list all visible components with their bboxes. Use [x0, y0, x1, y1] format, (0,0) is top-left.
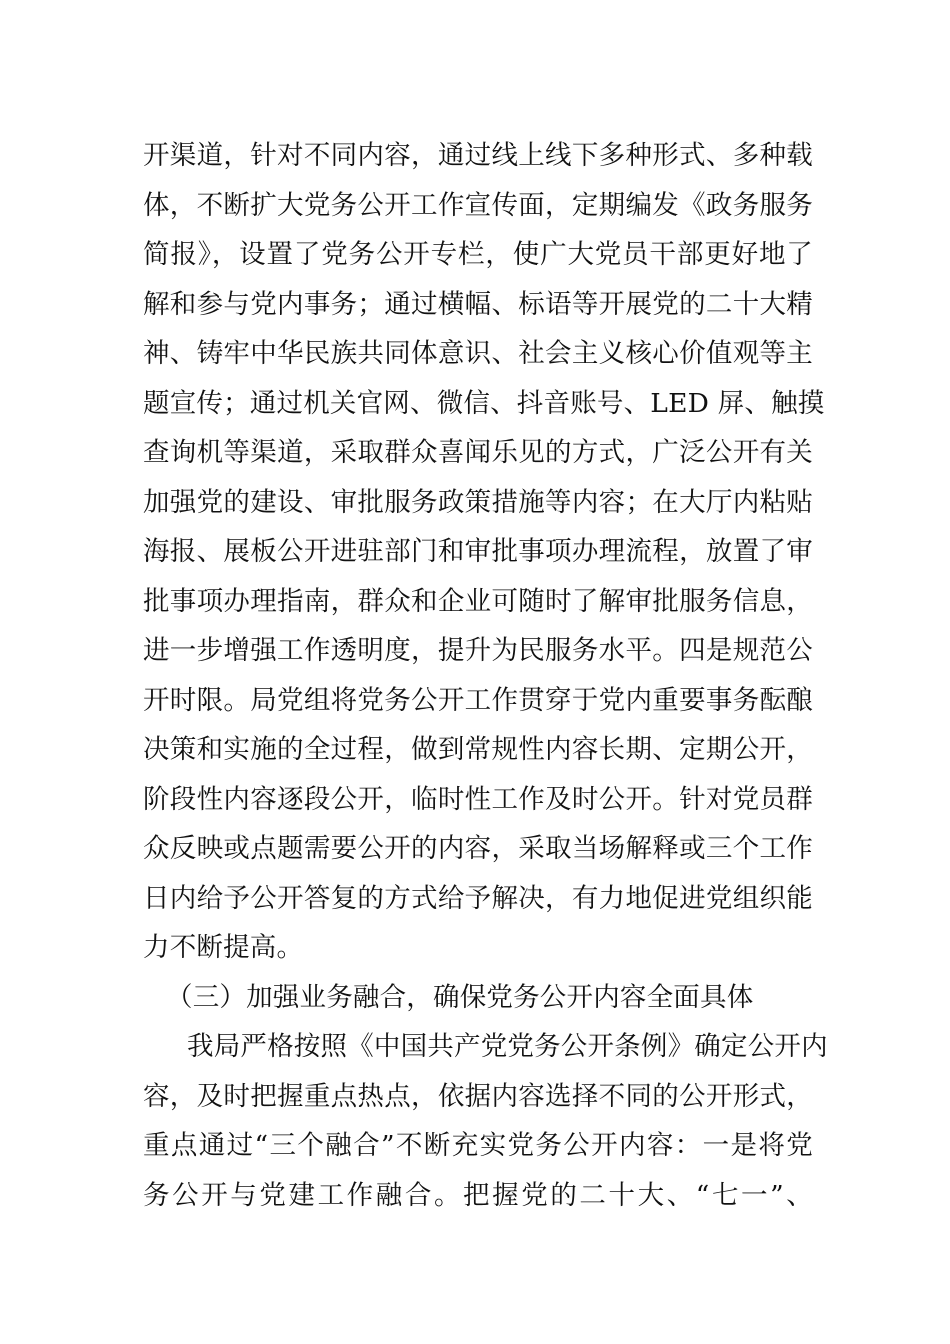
paragraph-line: 开时限。局党组将党务公开工作贯穿于党内重要事务酝酿 [143, 684, 813, 716]
paragraph-line: 开渠道，针对不同内容，通过线上线下多种形式、多种载 [143, 140, 813, 171]
paragraph-line: 题宣传；通过机关官网、微信、抖音账号、LED 屏、触摸 [143, 387, 825, 419]
paragraph-line: 决策和实施的全过程，做到常规性内容长期、定期公开， [143, 734, 813, 765]
paragraph-line: 众反映或点题需要公开的内容，采取当场解释或三个工作 [143, 833, 813, 864]
paragraph-line: 重点通过“三个融合”不断充实党务公开内容：一是将党 [143, 1130, 813, 1161]
paragraph-line: 神、铸牢中华民族共同体意识、社会主义核心价值观等主 [143, 338, 813, 369]
paragraph-line: 海报、展板公开进驻部门和审批事项办理流程，放置了审 [143, 536, 813, 567]
paragraph-line: 进一步增强工作透明度，提升为民服务水平。四是规范公 [143, 635, 813, 666]
section-heading: （三）加强业务融合，确保党务公开内容全面具体 [166, 981, 754, 1013]
paragraph-line: 阶段性内容逐段公开，临时性工作及时公开。针对党员群 [143, 783, 813, 815]
paragraph-line: 体，不断扩大党务公开工作宣传面，定期编发《政务服务 [143, 189, 813, 221]
paragraph-line: 简报》，设置了党务公开专栏，使广大党员干部更好地了 [143, 239, 813, 270]
paragraph-line: 容，及时把握重点热点，依据内容选择不同的公开形式， [143, 1080, 813, 1112]
paragraph-line: 查询机等渠道，采取群众喜闻乐见的方式，广泛公开有关 [143, 437, 813, 468]
paragraph-line: 我局严格按照《中国共产党党务公开条例》确定公开内 [187, 1031, 828, 1062]
paragraph-line: 解和参与党内事务；通过横幅、标语等开展党的二十大精 [143, 288, 813, 320]
paragraph-line: 日内给予公开答复的方式给予解决，有力地促进党组织能 [143, 882, 813, 914]
paragraph-line: 加强党的建设、审批服务政策措施等内容；在大厅内粘贴 [143, 486, 813, 518]
paragraph-line: 批事项办理指南，群众和企业可随时了解审批服务信息， [143, 585, 813, 617]
paragraph-line: 力不断提高。 [143, 932, 304, 963]
body-text [143, 131, 828, 1220]
paragraph-line: 务公开与党建工作融合。把握党的二十大、“七一”、 [143, 1179, 813, 1211]
